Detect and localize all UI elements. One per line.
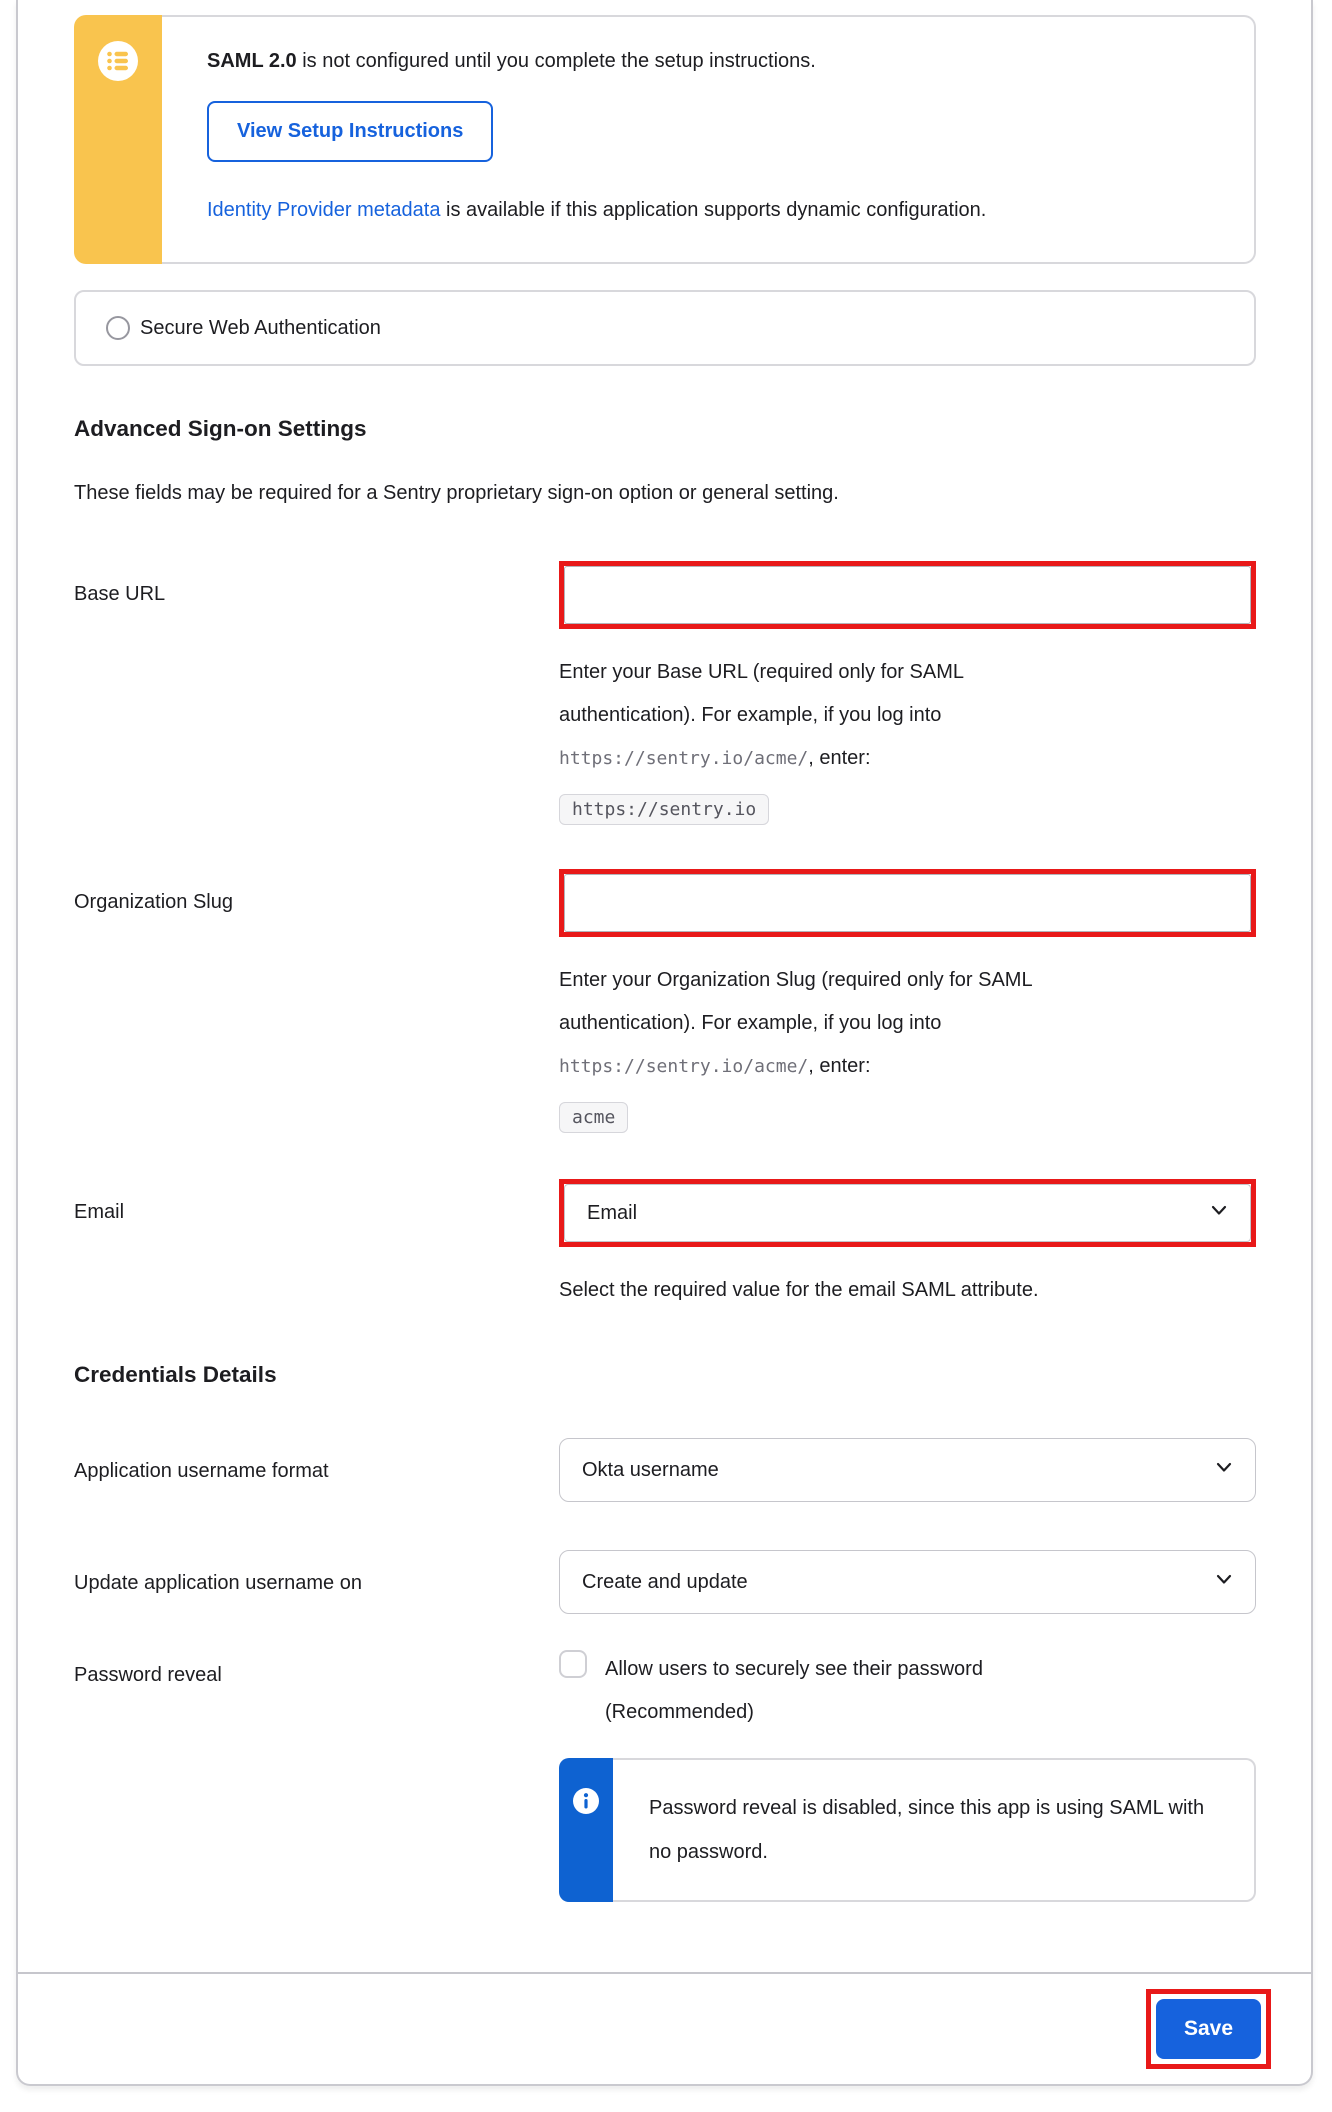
save-button[interactable]: Save bbox=[1156, 1999, 1261, 2059]
email-field-group bbox=[559, 1179, 1256, 1312]
update-application-username-value: Create and update bbox=[582, 1570, 748, 1593]
setup-list-icon bbox=[98, 41, 138, 86]
organization-slug-label: Organization Slug bbox=[74, 891, 233, 913]
advanced-sign-on-heading: Advanced Sign-on Settings bbox=[74, 416, 367, 441]
organization-slug-field-group bbox=[559, 869, 1256, 1133]
application-username-format-value: Okta username bbox=[582, 1458, 719, 1481]
email-highlight-box bbox=[559, 1179, 1256, 1247]
banner-body bbox=[162, 15, 1256, 264]
email-row bbox=[74, 1179, 1256, 1312]
info-accent-bar bbox=[559, 1758, 613, 1902]
base-url-help-text bbox=[559, 651, 1059, 780]
radio-label: Secure Web Authentication bbox=[140, 316, 381, 339]
email-select-value: Email bbox=[587, 1201, 638, 1224]
organization-slug-help-code: https://sentry.io/acme/ bbox=[559, 1056, 809, 1077]
settings-content bbox=[18, 0, 1311, 1972]
base-url-input[interactable] bbox=[564, 566, 1251, 624]
info-message: Password reveal is disabled, since this app is using SAML with no password. bbox=[613, 1758, 1256, 1902]
password-reveal-label: Password reveal bbox=[74, 1664, 222, 1686]
banner-message bbox=[207, 47, 1214, 75]
advanced-sign-on-description: These fields may be required for a Sentry proprietary sign-on option or general setting. bbox=[74, 482, 839, 504]
settings-panel bbox=[16, 0, 1313, 2086]
organization-slug-help-prefix: Enter your Organization Slug (required only for SAML authentication). For example, if you log into bbox=[559, 969, 1032, 1034]
chevron-down-icon bbox=[1215, 1458, 1233, 1482]
saml-warning-banner bbox=[74, 15, 1256, 264]
base-url-label: Base URL bbox=[74, 583, 166, 605]
save-highlight-box bbox=[1146, 1989, 1271, 2069]
application-username-format-row bbox=[74, 1438, 1256, 1502]
idp-metadata-text bbox=[207, 188, 987, 232]
organization-slug-example-badge: acme bbox=[559, 1102, 628, 1133]
radio-button-icon[interactable] bbox=[106, 316, 130, 340]
update-application-username-row bbox=[74, 1550, 1256, 1614]
organization-slug-highlight-box bbox=[559, 869, 1256, 937]
organization-slug-help-text bbox=[559, 959, 1059, 1088]
application-username-format-select[interactable] bbox=[559, 1438, 1256, 1502]
organization-slug-row bbox=[74, 869, 1256, 1133]
password-reveal-option bbox=[559, 1642, 1256, 1734]
view-setup-instructions-button[interactable]: View Setup Instructions bbox=[207, 101, 493, 162]
identity-provider-metadata-link[interactable]: Identity Provider metadata bbox=[207, 199, 441, 221]
banner-message-strong: SAML 2.0 bbox=[207, 50, 297, 72]
application-username-format-label: Application username format bbox=[74, 1460, 329, 1482]
password-reveal-checkbox-label: Allow users to securely see their password (Recommended) bbox=[605, 1658, 983, 1723]
update-application-username-select[interactable] bbox=[559, 1550, 1256, 1614]
base-url-help-prefix: Enter your Base URL (required only for SAML authentication). For example, if you log into bbox=[559, 661, 964, 726]
base-url-help-code: https://sentry.io/acme/ bbox=[559, 748, 809, 769]
email-label: Email bbox=[74, 1201, 125, 1223]
idp-metadata-suffix: is available if this application supports dynamic configuration. bbox=[440, 199, 987, 221]
base-url-highlight-box bbox=[559, 561, 1256, 629]
chevron-down-icon bbox=[1215, 1570, 1233, 1594]
update-application-username-label: Update application username on bbox=[74, 1572, 362, 1594]
password-reveal-row bbox=[74, 1642, 1256, 1902]
credentials-details-heading: Credentials Details bbox=[74, 1362, 277, 1387]
base-url-row bbox=[74, 561, 1256, 825]
email-select[interactable] bbox=[564, 1184, 1251, 1242]
banner-message-rest: is not configured until you complete the setup instructions. bbox=[296, 50, 816, 72]
base-url-example-badge: https://sentry.io bbox=[559, 794, 769, 825]
email-help-text: Select the required value for the email SAML attribute. bbox=[559, 1279, 1039, 1301]
password-reveal-info-callout bbox=[559, 1758, 1256, 1902]
base-url-help-suffix: , enter: bbox=[808, 747, 871, 769]
base-url-field-group bbox=[559, 561, 1256, 825]
info-icon bbox=[573, 1788, 599, 1819]
password-reveal-checkbox[interactable] bbox=[559, 1650, 587, 1678]
password-reveal-field-group bbox=[559, 1642, 1256, 1902]
sign-on-method-option[interactable] bbox=[74, 290, 1256, 366]
banner-accent-bar bbox=[74, 15, 162, 264]
organization-slug-help-suffix: , enter: bbox=[808, 1055, 871, 1077]
form-footer bbox=[18, 1972, 1311, 2084]
organization-slug-input[interactable] bbox=[564, 874, 1251, 932]
chevron-down-icon bbox=[1210, 1201, 1228, 1225]
